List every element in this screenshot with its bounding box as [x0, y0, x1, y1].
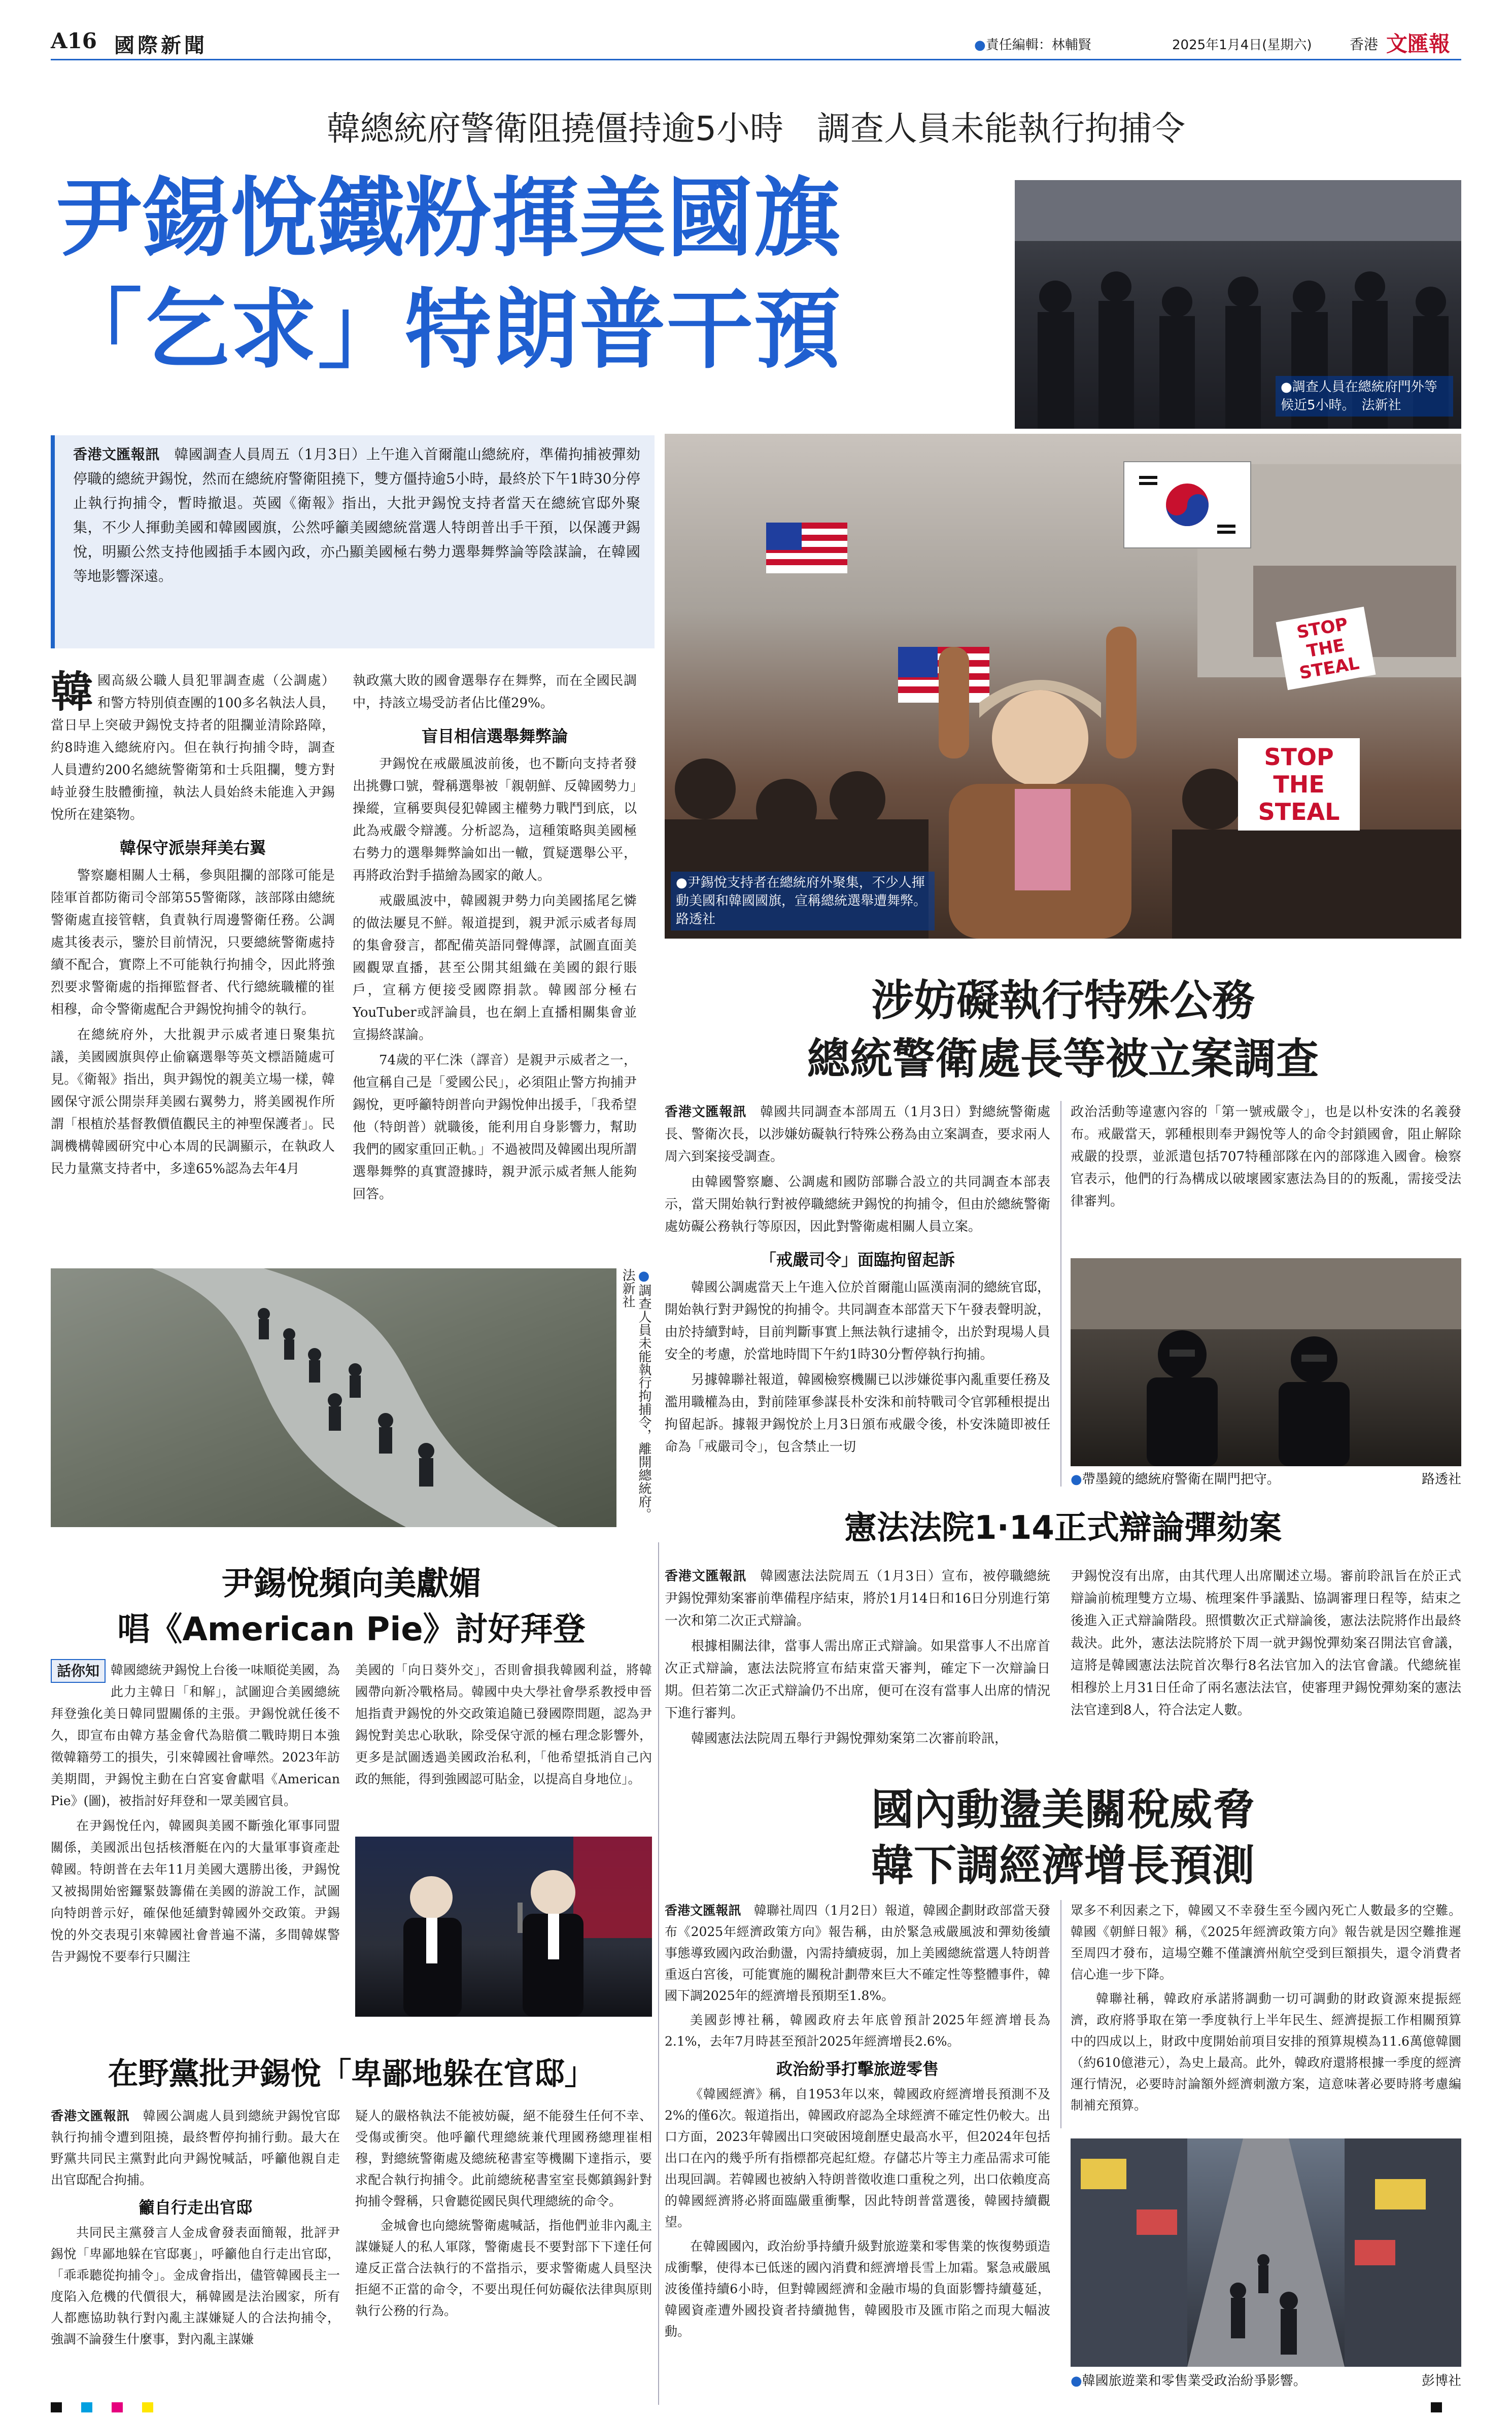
story4-title-1: 尹錫悅頻向美獻媚 — [221, 1565, 482, 1603]
lead-col2-paragraph-2: 尹錫悅在戒嚴風波前後，也不斷向支持者發出挑釁口號，聲稱選舉被「親朝鮮、反韓國勢力」操縱，宣稱要與侵犯韓國主權勢力戰鬥到底，以此為戒嚴令辯護。分析認為，這種策略與美國極右勢力的選舉舞弊論如出一轍，質疑選舉公平，再將政治對手描繪為國家的敵人。 — [353, 756, 637, 883]
story2-subhead: 「戒嚴司令」面臨拘留起訴 — [760, 1250, 955, 1269]
story5-paragraph-2: 共同民主黨發言人金成會發表面簡報，批評尹錫悅「卑鄙地躲在官邸裏」，呼籲他自行走出官邸，「乖乖聽從拘捕令」。金成會指出，儘管韓國長主一度陷入危機的代價很大，稱韓國是法治國家，所有人都應協助執行對內亂主謀嫌疑人的合法拘捕令，強調不論發生什麼事，對內亂主謀嫌 — [51, 2225, 340, 2346]
story2-paragraph-3: 韓國公調處當天上午進入位於首爾龍山區漢南洞的總統官邸，開始執行對尹錫悅的拘捕令。共同調查本部當天下午發表聲明說，由於持續對峙，目前判斷事實上無法執行逮捕令，出於對現場人員安全的考慮，於當地時間下午約1時30分暫停執行拘捕。 — [665, 1280, 1050, 1362]
story6-column-2 — [1071, 1900, 1461, 2119]
lead-col1-paragraph-2: 警察廳相關人士稱，參與阻攔的部隊可能是陸軍首都防衛司令部第55警衛隊，該部隊由總統警衛處直接管轄，負責執行周邊警衛任務。公調處其後表示，鑒於目前情況，只要總統警衛處持續不配合，實際上不可能執行拘捕令，因此將強烈要求警衛處的指揮監督者、代行總統職權的崔相穆，命令警衛處配合尹錫悅拘捕令的執行。 — [51, 868, 335, 1017]
story5-title: 在野黨批尹錫悅「卑鄙地躲在官邸」 — [108, 2056, 595, 2092]
story2-paragraph-4: 另據韓聯社報道，韓國檢察機關已以涉嫌從事內亂重要任務及濫用職權為由，對前陸軍參謀長朴安洙和前特戰司令官郭種根提出拘留起訴。據報尹錫悅於上月3日頒布戒嚴令後，朴安洙隨即被任命為「戒嚴司令」，包含禁止一切 — [665, 1372, 1050, 1455]
story4-paragraph-1: 話你知 韓國總統尹錫悅上台後一味順從美國，為此力主韓日「和解」，試圖迎合美國總統拜登強化美日韓同盟關係的主張。尹錫悅就任後不久，即宣布由韓方基金會代為賠償二戰時期日本強徵韓籍勞工的損失，引來韓國社會嘩然。2023年訪美期間，尹錫悅主動在白宮宴會獻唱《American Pie》(圖)，被指討好拜登和一眾美國官員。 — [51, 1659, 340, 1812]
road-illustration — [51, 1268, 616, 1527]
registration-marks — [51, 2402, 1461, 2412]
lead-kicker: 韓總統府警衛阻撓僵持逾5小時 調查人員未能執行拘捕令 — [327, 109, 1185, 148]
investigators-leaving-caption: ●調查人員未能執行拘捕令，離開總統府。 法新社 — [620, 1268, 651, 1528]
guards-illustration — [1071, 1258, 1461, 1466]
page-header — [51, 28, 1461, 60]
column-separator — [658, 1542, 659, 2405]
story2-paragraph-5: 政治活動等違憲內容的「第一號戒嚴令」，也是以朴安洙的名義發布。戒嚴當天，郭種根則奉尹錫悅等人的命令封鎖國會，阻止解除戒嚴的投票，並派遣包括707特種部隊在內的部隊進入國會。檢察官表示，他們的行為構成以破壞國家憲法為目的的叛亂，需接受法律審判。 — [1071, 1104, 1461, 1209]
paper-region: 香港 — [1350, 36, 1379, 53]
street-illustration — [1071, 2138, 1461, 2367]
issue-date: 2025年1月4日(星期六) — [1172, 38, 1312, 53]
story3-paragraph-2: 根據相關法律，當事人需出席正式辯論。如果當事人不出席首次正式辯論，憲法法院將宣布結束當天審判，確定下一次辯論日期。但若第二次正式辯論仍不出席，便可在沒有當事人出席的情況下進行審判。 — [665, 1639, 1050, 1721]
lead-intro-paragraph: 香港文匯報訊 韓國調查人員周五（1月3日）上午進入首爾龍山總統府，準備拘捕被彈劾停職的總統尹錫悅，然而在總統府警衛阻撓下，雙方僵持逾5小時，最終於下午1時30分停止執行拘捕令，暫時撤退。英國《衛報》指出，大批尹錫悅支持者當天在總統官邸外聚集，不少人揮動美國和韓國國旗，公然呼籲美國總統當選人特朗普出手干預，以保護尹錫悅，明顯公然支持他國插手本國內政，亦凸顯美國極右勢力選舉舞弊論等陰謀論，在韓國等地影響深遠。 — [73, 446, 640, 584]
lead-headline-2: 「乞求」特朗普干預 — [56, 279, 842, 381]
protest-photo — [665, 434, 1461, 939]
story6-paragraph-2: 美國彭博社稱，韓國政府去年底曾預計2025年經濟增長為2.1%，去年7月時甚至預計2025年經濟增長2.6%。 — [665, 2013, 1050, 2049]
story5-paragraph-3: 疑人的嚴格執法不能被妨礙，絕不能發生任何不幸、受傷或衝突。他呼籲代理總統兼代理國務總理崔相穆，對總統警衛處及總統秘書室等機關下達指示，要求配合執行拘捕令。此前總統秘書室室長鄭鎮錫針對拘捕令聲稱，只會聽從國民與代理總統的命令。 — [355, 2109, 652, 2208]
story6-subhead: 政治紛爭打擊旅遊零售 — [776, 2059, 939, 2079]
drop-cap: 韓 — [51, 667, 94, 717]
editor-credit: ●責任編輯：林輔賢 — [974, 38, 1091, 53]
shopping-street-caption: ●韓國旅遊業和零售業受政治紛爭影響。 彭博社 — [1071, 2373, 1461, 2389]
investigators-leaving-photo — [51, 1268, 616, 1527]
story4-paragraph-2: 在尹錫悅任內，韓國與美國不斷強化軍事同盟關係，美國派出包括核潛艇在內的大量軍事資產赴韓國。特朗普在去年11月美國大選勝出後，尹錫悅又被揭開始密鑼緊鼓籌備在美國的游說工作，試圖向特朗普示好，確保他延續對韓國外交政策。尹錫悅的外交表現引來韓國社會普遍不滿，多間韓媒警告尹錫悅不要奉行只關注 — [51, 1818, 340, 1964]
story2-title-2: 總統警衛處長等被立案調查 — [807, 1034, 1319, 1084]
registration-strip — [51, 2402, 1461, 2412]
singing-illustration — [355, 1837, 652, 2017]
story6-paragraph-6: 韓聯社稱，韓政府承諾將調動一切可調動的財政資源來提振經濟，政府將爭取在第一季度執行上半年民生、經濟提振工作相關預算中的四成以上，財政中度開始前項目安排的預算規模為11.6萬億韓圜（約610億港元），為史上最高。此外，韓政府還將根據一季度的經濟運行情況，必要時討論額外經濟刺激方案，這意味著必要時將考慮編制補充預算。 — [1071, 1991, 1461, 2113]
story2-paragraph-1: 香港文匯報訊 韓國共同調查本部周五（1月3日）對總統警衛處長、警衛次長，以涉嫌妨礙執行特殊公務為由立案調查，要求兩人周六到案接受調查。 — [665, 1104, 1050, 1164]
stop-the-steal-sign-2: STOP THE STEAL — [1238, 738, 1360, 831]
lead-col1-paragraph-1: 韓國高級公職人員犯罪調查處（公調處）和警方特別偵查團的100多名執法人員，當日早上突破尹錫悅支持者的阻攔並清除路障，約8時進入總統府內。但在執行拘捕令時，調查人員遭約200名總統警衛第和士兵阻攔，雙方對峙並發生肢體衝撞，執法人員始終未能進入尹錫悅所在建築物。 — [51, 667, 335, 822]
story5-paragraph-4: 金城會也向總統警衛處喊話，指他們並非內亂主謀嫌疑人的私人軍隊，警衛處長不要對部下下達任何違反正當合法執行的不當指示，要求警衛處人員堅決拒絕不正當的命令，不要出現任何妨礙依法律與原則執行公務的行為。 — [355, 2218, 652, 2318]
column-separator — [1060, 1101, 1061, 1487]
story5-column-2 — [355, 2105, 652, 2325]
page-number: A16 — [51, 28, 97, 53]
lead-intro-box — [51, 435, 655, 648]
guards-photo — [1071, 1258, 1461, 1466]
story3-column-1 — [665, 1565, 1050, 1753]
story3-column-2 — [1071, 1565, 1461, 1724]
story3-title: 憲法法院1·14正式辯論彈劾案 — [844, 1509, 1282, 1547]
story5-column-1 — [51, 2105, 340, 2353]
story2-title-1: 涉妨礙執行特殊公務 — [871, 976, 1255, 1025]
protest-illustration — [665, 434, 1461, 939]
story4-title-2: 唱《American Pie》討好拜登 — [117, 1611, 586, 1648]
lead-col2-paragraph-3: 戒嚴風波中，韓國親尹勢力向美國搖尾乞憐的做法屢見不鮮。報道提到，親尹派示威者每周的集會發言，都配備英語同聲傳譯，試圖直面美國觀眾直播，甚至公開其組織在美國的銀行賬戶，宣稱方便接受國際捐款。韓國部分極右YouTuber或評論員，也在網上直播相關集會並宣揚終謀論。 — [353, 893, 637, 1043]
story6-paragraph-3: 《韓國經濟》稱，自1953年以來，韓國政府經濟增長預測不及2%的僅6次。報道指出，韓國政府認為全球經濟不確定性仍較大。出口方面，2023年韓國出口突破困境創歷史最高水平，但2024年包括出口在內的幾乎所有指標都亮起紅燈。存儲芯片等主力產品需求可能出現回調。若韓國也被納入特朗普徵收進口重稅之列，出口依賴度高的韓國經濟將必將面臨嚴重衝擊，因此特朗普當選後，韓國持續觀望。 — [665, 2087, 1050, 2229]
story4-column-1 — [51, 1659, 340, 1971]
story2-paragraph-2: 由韓國警察廳、公調處和國防部聯合設立的共同調查本部表示，當天開始執行對被停職總統尹錫悅的拘捕令，但由於總統警衛處妨礙公務執行等原因，因此對警衛處相關人員立案。 — [665, 1175, 1050, 1234]
story2-column-1 — [665, 1101, 1050, 1461]
story5-paragraph-1: 香港文匯報訊 韓國公調處人員到總統尹錫悅官邸執行拘捕令遭到阻撓，最終暫停拘捕行動。最大在野黨共同民主黨對此向尹錫悅喊話，呼籲他親自走出官邸配合拘捕。 — [51, 2109, 340, 2187]
american-pie-photo — [355, 1837, 652, 2017]
column-separator — [1060, 1900, 1061, 2128]
story6-paragraph-5: 眾多不利因素之下，韓國又不幸發生至今國內死亡人數最多的空難。韓國《朝鮮日報》稱，《2025年經濟政策方向》報告就是因空難推遲至周四才發布，這場空難不僅讓濟州航空受到巨額損失，還令消費者信心進一步下降。 — [1071, 1903, 1461, 1982]
lead-headline-1: 尹錫悅鐵粉揮美國旗 — [56, 167, 842, 269]
investigators-photo — [1015, 180, 1461, 429]
story3-paragraph-1: 香港文匯報訊 韓國憲法法院周五（1月3日）宣布，被停職總統尹錫悅彈劾案審前準備程序結束，將於1月14日和16日分別進行第一次和第二次正式辯論。 — [665, 1569, 1050, 1629]
story4-paragraph-3: 美國的「向日葵外交」，否則會損我韓國利益，將韓國帶向新冷戰格局。韓國中央大學社會學系教授申晉旭指責尹錫悅的外交政策追隨已發國際問題，認為尹錫悅對美忠心耿耿，除受保守派的極右理念影響外，更多是試圖透過美國政治私利，「他希望抵消自己內政的無能，得到強國認可貼金，以提高自身地位」。 — [355, 1663, 652, 1786]
lead-col2-paragraph-1: 執政黨大敗的國會選舉存在舞弊，而在全國民調中，持該立場受訪者佔比僅29%。 — [353, 673, 637, 711]
story2-column-2 — [1071, 1101, 1461, 1216]
shopping-street-photo — [1071, 2138, 1461, 2367]
protest-photo-caption: ●尹錫悅支持者在總統府外聚集，不少人揮動美國和韓國國旗，宣稱總統選舉遭舞弊。 路透社 — [671, 872, 935, 930]
lead-col2-subhead: 盲目相信選舉舞弊論 — [421, 727, 568, 746]
story5-subhead: 籲自行走出官邸 — [138, 2198, 252, 2217]
story6-title-2: 韓下調經濟增長預測 — [871, 1841, 1255, 1890]
lead-column-2 — [353, 670, 637, 1208]
story4-column-2 — [355, 1659, 652, 1793]
lead-col2-paragraph-4: 74歲的平仁洙（譯音）是親尹示威者之一，他宣稱自己是「愛國公民」，必須阻止警方拘捕尹錫悅，更呼籲特朗普向尹錫悅伸出援手，「我希望他（特朗普）就職後，能利用自身影響力，幫助我們的國家重回正軌。」不過被問及韓國出現所謂選舉舞弊的真實證據時，親尹派示威者無人能夠回答。 — [353, 1053, 637, 1202]
story3-paragraph-3: 韓國憲法法院周五舉行尹錫悅彈劾案第二次審前聆訊， — [691, 1731, 1008, 1746]
did-you-know-box: 話你知 — [51, 1659, 106, 1683]
story6-title-1: 國內動盪美關稅威脅 — [871, 1785, 1255, 1835]
story6-paragraph-4: 在韓國國內，政治紛爭持續升級對旅遊業和零售業的恢復勢頭造成衝擊，使得本已低迷的國內消費和經濟增長雪上加霜。緊急戒嚴風波後僅持續6小時，但對韓國經濟和金融市場的負面影響持續蔓延，韓國資產遭外國投資者持續拋售，韓國股市及匯市陷之而現大幅波動。 — [665, 2239, 1050, 2339]
paper-logo: 文匯報 — [1386, 31, 1451, 56]
lead-col1-subhead: 韓保守派崇拜美右翼 — [119, 838, 266, 857]
investigators-photo-caption: ●調查人員在總統府門外等候近5小時。 法新社 — [1276, 376, 1453, 417]
section-name: 國際新聞 — [114, 33, 208, 57]
story3-paragraph-4: 尹錫悅沒有出席，由其代理人出席闡述立場。審前聆訊旨在於正式辯論前梳理雙方立場、梳理案件爭議點、協調審理日程等，結束之後進入正式辯論階段。照慣數次正式辯論後，憲法法院將作出最終裁決。此外，憲法法院將於下周一就尹錫悅彈劾案召開法官會議，這將是韓國憲法法院首次舉行8名法官加入的法官會議。代總統崔相穆於上月31日任命了兩名憲法法官，使審理尹錫悅彈劾案的憲法法官達到8人，符合法定人數。 — [1071, 1569, 1461, 1718]
lead-column-1 — [51, 667, 335, 1183]
lead-col1-paragraph-3: 在總統府外，大批親尹示威者連日聚集抗議，美國國旗與停止偷竊選舉等英文標語隨處可見。《衛報》指出，與尹錫悅的親美立場一樣，韓國保守派公開崇拜美國右翼勢力，將美國視作所謂「根植於基督教價值觀民主的神聖保護者」。民調機構韓國研究中心本周的民調顯示，在執政人民力量黨支持者中，多達65%認為去年4月 — [51, 1027, 335, 1177]
story6-column-1 — [665, 1900, 1050, 2345]
guards-photo-caption: ●帶墨鏡的總統府警衛在閘門把守。 路透社 — [1071, 1472, 1461, 1487]
stop-the-steal-sign-1: STOP THE STEAL — [1276, 607, 1376, 690]
story6-paragraph-1: 香港文匯報訊 韓聯社周四（1月2日）報道，韓國企劃財政部當天發布《2025年經濟政策方向》報告稱，由於緊急戒嚴風波和彈劾後續事態導致國內政治動盪，內需持續疲弱，加上美國總統當選人特朗普重返白宮後，可能實施的關稅計劃帶來巨大不確定性等整體事件，韓國下調2025年的經濟增長預期至1.8%。 — [665, 1903, 1050, 2003]
